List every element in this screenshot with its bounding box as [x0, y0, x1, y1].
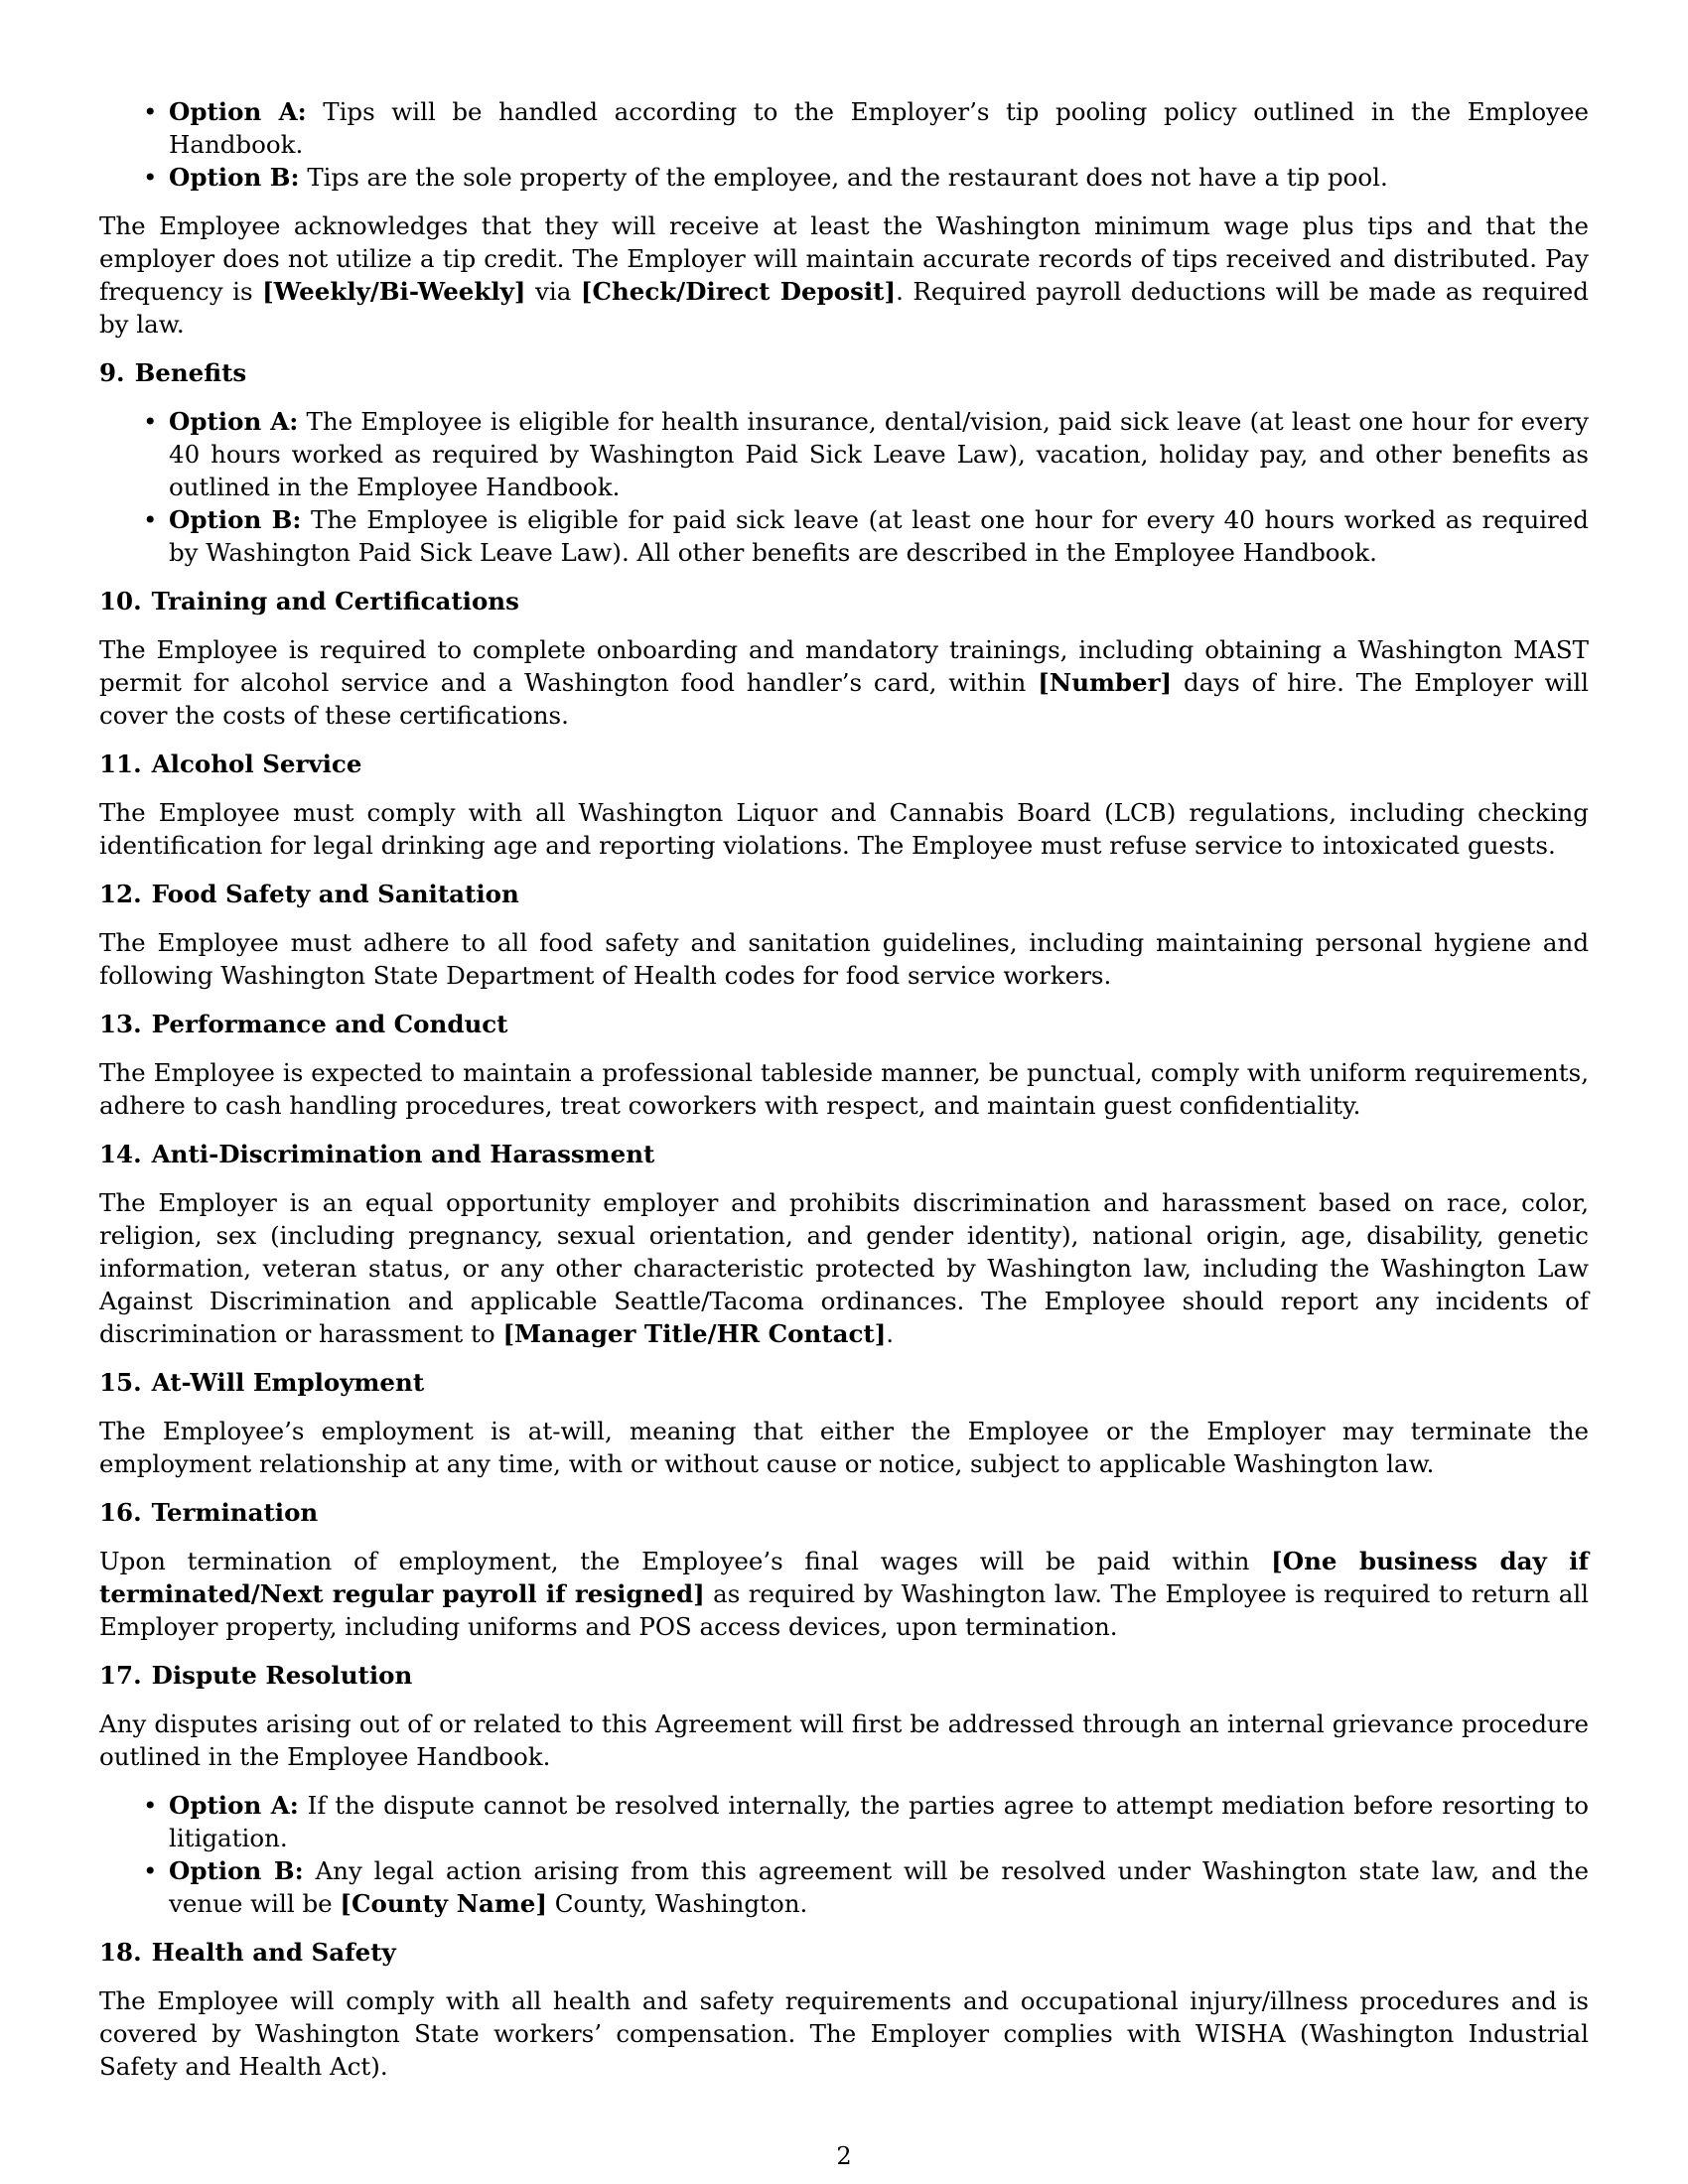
health-safety-paragraph: The Employee will comply with all health and safety requirements and occupational injury/illness procedures and is covered by Washington State workers’ compensation. The Employer complies with WISHA (Washington Industrial Safety and Health Act). — [99, 1986, 1589, 2081]
conduct-paragraph: The Employee is expected to maintain a professional tableside manner, be punctual, comply with uniform requirements, adhere to cash handling procedures, treat coworkers with respect, and maintain guest confidentiality. — [99, 1058, 1589, 1120]
dispute-options-list — [99, 1789, 1589, 1920]
list-item: • Option B: Tips are the sole property of the employee, and the restaurant does not have a tip pool. — [143, 163, 1388, 192]
section-heading-conduct: 13. Performance and Conduct — [99, 1010, 508, 1038]
section-heading-alcohol: 11. Alcohol Service — [99, 750, 362, 778]
list-item: • Option A: If the dispute cannot be resolved internally, the parties agree to attempt mediation before resorting to litigation. — [143, 1791, 1589, 1852]
section-heading-dispute: 17. Dispute Resolution — [99, 1661, 413, 1690]
list-item: • Option A: The Employee is eligible for health insurance, dental/vision, paid sick leave (at least one hour for every 40 hours worked as required by Washington Paid Sick Leave Law), vacation, holiday pay, and other benefits as outlined in the Employee Handbook. — [143, 407, 1589, 501]
section-heading-training: 10. Training and Certifications — [99, 587, 519, 615]
tip-options-list — [99, 95, 1589, 194]
list-item: • Option A: Tips will be handled according to the Employer’s tip pooling policy outlined in the Employee Handbook. — [143, 97, 1589, 159]
list-item: • Option B: The Employee is eligible for paid sick leave (at least one hour for every 40 hours worked as required by Washington Paid Sick Leave Law). All other benefits are described in the Employee Handbook. — [143, 505, 1589, 567]
anti-discrimination-paragraph: The Employer is an equal opportunity employer and prohibits discrimination and harassment based on race, color, religion, sex (including pregnancy, sexual orientation, and gender identity), national origin, age, disability, genetic information, veteran status, or any other characteristic protected by Washington law, including the Washington Law Against Discrimination and applicable Seattle/Tacoma ordinances. The Employee should report any incidents of discrimination or harassment to [Manager Title/HR Contact]. — [99, 1188, 1589, 1348]
section-heading-benefits: 9. Benefits — [99, 358, 247, 387]
at-will-paragraph: The Employee’s employment is at-will, meaning that either the Employee or the Employer may terminate the employment relationship at any time, with or without cause or notice, subject to applicable Washington law. — [99, 1417, 1589, 1478]
section-heading-anti-discrimination: 14. Anti-Discrimination and Harassment — [99, 1140, 655, 1168]
section-heading-termination: 16. Termination — [99, 1498, 319, 1527]
termination-paragraph: Upon termination of employment, the Employee’s final wages will be paid within [One business day if terminated/Next regular payroll if resigned] as required by Washington law. The Employee is required to return all Employer property, including uniforms and POS access devices, upon termination. — [99, 1547, 1589, 1641]
dispute-paragraph: Any disputes arising out of or related to this Agreement will first be addressed through an internal grievance procedure outlined in the Employee Handbook. — [99, 1709, 1589, 1771]
section-heading-health-safety: 18. Health and Safety — [99, 1938, 396, 1967]
wage-paragraph: The Employee acknowledges that they will receive at least the Washington minimum wage plus tips and that the employer does not utilize a tip credit. The Employer will maintain accurate records of tips received and distributed. Pay frequency is [Weekly/Bi-Weekly] via [Check/Direct Deposit]. Required payroll deductions will be made as required by law. — [99, 211, 1589, 339]
alcohol-paragraph: The Employee must comply with all Washington Liquor and Cannabis Board (LCB) regulations, including checking identification for legal drinking age and reporting violations. The Employee must refuse service to intoxicated guests. — [99, 798, 1589, 860]
section-heading-at-will: 15. At-Will Employment — [99, 1368, 425, 1397]
benefits-options-list — [99, 405, 1589, 569]
page-number: 2 — [836, 2142, 852, 2170]
list-item: • Option B: Any legal action arising from this agreement will be resolved under Washington state law, and the venue will be [County Name] County, Washington. — [143, 1856, 1589, 1918]
food-safety-paragraph: The Employee must adhere to all food safety and sanitation guidelines, including maintaining personal hygiene and following Washington State Department of Health codes for food service workers. — [99, 928, 1589, 990]
section-heading-food-safety: 12. Food Safety and Sanitation — [99, 880, 519, 908]
training-paragraph: The Employee is required to complete onboarding and mandatory trainings, including obtaining a Washington MAST permit for alcohol service and a Washington food handler’s card, within [Number] days of hire. The Employer will cover the costs of these certifications. — [99, 635, 1589, 730]
document-page — [99, 95, 1589, 2099]
